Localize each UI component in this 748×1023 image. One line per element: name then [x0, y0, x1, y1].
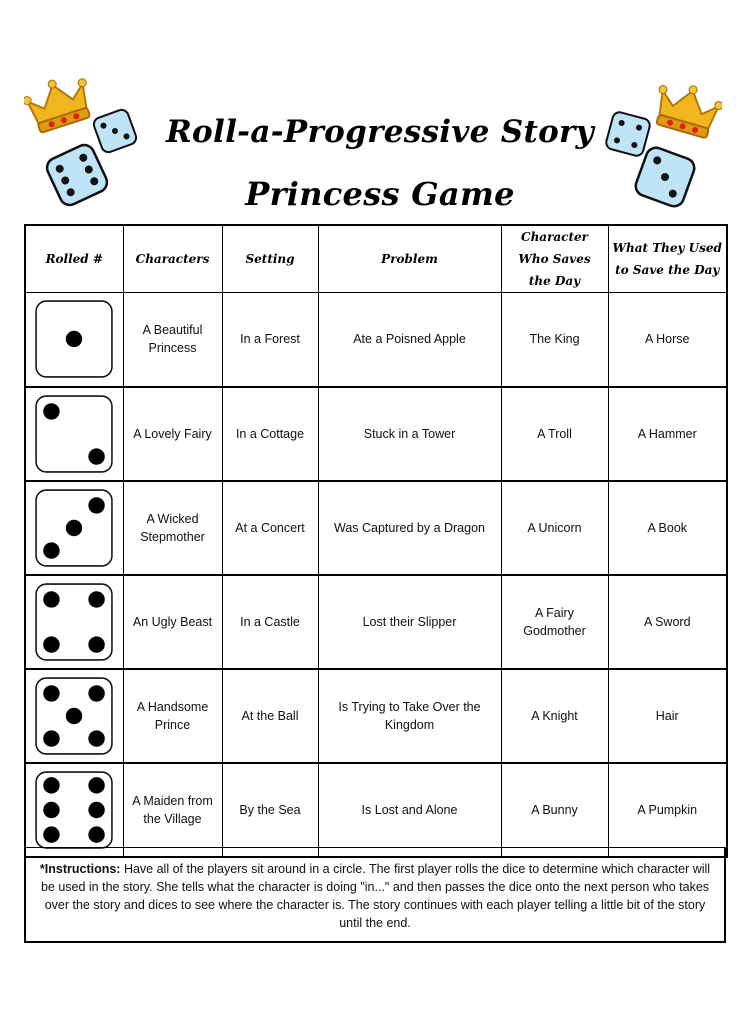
dice-pip	[43, 403, 59, 419]
dice-pip	[89, 777, 105, 793]
dice-cell	[25, 763, 123, 857]
dice-cell	[25, 481, 123, 575]
problem-cell: Lost their Slipper	[318, 575, 501, 669]
dice-pip	[89, 801, 105, 817]
header-setting: Setting	[222, 225, 318, 293]
dice-face-4-icon	[34, 582, 114, 662]
dice-cell	[25, 669, 123, 763]
dice-face-2-icon	[34, 394, 114, 474]
dice-pip	[43, 685, 59, 701]
setting-cell: In a Castle	[222, 575, 318, 669]
table-row	[25, 387, 727, 481]
problem-cell: Is Lost and Alone	[318, 763, 501, 857]
problem-cell: Was Captured by a Dragon	[318, 481, 501, 575]
problem-cell: Is Trying to Take Over the Kingdom	[318, 669, 501, 763]
saver-cell: A Unicorn	[501, 481, 608, 575]
crown-icon	[652, 80, 722, 142]
dice-face-3-icon	[34, 488, 114, 568]
table-row	[25, 669, 727, 763]
tool-cell: A Sword	[608, 575, 727, 669]
dice-pip	[89, 497, 105, 513]
header-saver: Character Who Saves the Day	[501, 225, 608, 293]
header-problem: Problem	[318, 225, 501, 293]
saver-cell: A Troll	[501, 387, 608, 481]
table-row	[25, 293, 727, 387]
tool-cell: A Book	[608, 481, 727, 575]
setting-cell: In a Forest	[222, 293, 318, 387]
table-row	[25, 481, 727, 575]
instructions	[24, 847, 726, 943]
story-table	[24, 224, 728, 858]
dice-face-5-icon	[34, 676, 114, 756]
dice-pip	[89, 448, 105, 464]
setting-cell: In a Cottage	[222, 387, 318, 481]
problem-cell: Stuck in a Tower	[318, 387, 501, 481]
dice-cell	[25, 387, 123, 481]
dice-face-6-icon	[34, 770, 114, 850]
tool-cell: A Hammer	[608, 387, 727, 481]
page-subtitle: Princess Game	[245, 175, 515, 213]
dice-pip	[66, 707, 82, 723]
dice-pip	[43, 591, 59, 607]
table-row	[25, 575, 727, 669]
dice-pip	[43, 730, 59, 746]
tool-cell: Hair	[608, 669, 727, 763]
saver-cell: A Fairy Godmother	[501, 575, 608, 669]
dice-pip	[89, 730, 105, 746]
tool-cell: A Pumpkin	[608, 763, 727, 857]
dice-cell	[25, 293, 123, 387]
dice-pip	[66, 331, 82, 347]
dice-pip	[43, 801, 59, 817]
character-cell: An Ugly Beast	[123, 575, 222, 669]
character-cell: A Beautiful Princess	[123, 293, 222, 387]
problem-cell: Ate a Poisned Apple	[318, 293, 501, 387]
tool-cell: A Horse	[608, 293, 727, 387]
character-cell: A Handsome Prince	[123, 669, 222, 763]
setting-cell: By the Sea	[222, 763, 318, 857]
dice-pip	[43, 777, 59, 793]
character-cell: A Wicked Stepmother	[123, 481, 222, 575]
instructions-text: Have all of the players sit around in a circle. The first player rolls the dice to determine which character will be used in the story. She tells what the character is doing "in..." and then passes the dice onto the next person who takes over the story and dices to see where the character is. The story continues with each player telling a little bit of the story until the end.	[40, 862, 711, 930]
dice-face-1-icon	[34, 299, 114, 379]
dice-pip	[89, 591, 105, 607]
dice-pip	[43, 636, 59, 652]
dice-pip	[89, 685, 105, 701]
instructions-label: *Instructions:	[39, 862, 121, 876]
dice-pip	[43, 826, 59, 842]
header-rolled: Rolled #	[25, 225, 123, 293]
dice-pip	[43, 542, 59, 558]
page-title: Roll-a-Progressive Story	[165, 114, 594, 150]
dice-icon	[44, 142, 110, 208]
dice-icon	[632, 144, 698, 210]
saver-cell: A Bunny	[501, 763, 608, 857]
header-tool: What They Used to Save the Day	[608, 225, 727, 293]
saver-cell: The King	[501, 293, 608, 387]
dice-pip	[89, 636, 105, 652]
character-cell: A Lovely Fairy	[123, 387, 222, 481]
saver-cell: A Knight	[501, 669, 608, 763]
dice-cell	[25, 575, 123, 669]
character-cell: A Maiden from the Village	[123, 763, 222, 857]
setting-cell: At a Concert	[222, 481, 318, 575]
header-characters: Characters	[123, 225, 222, 293]
setting-cell: At the Ball	[222, 669, 318, 763]
dice-pip	[66, 519, 82, 535]
crown-icon	[24, 74, 94, 136]
table-row	[25, 763, 727, 857]
dice-pip	[89, 826, 105, 842]
